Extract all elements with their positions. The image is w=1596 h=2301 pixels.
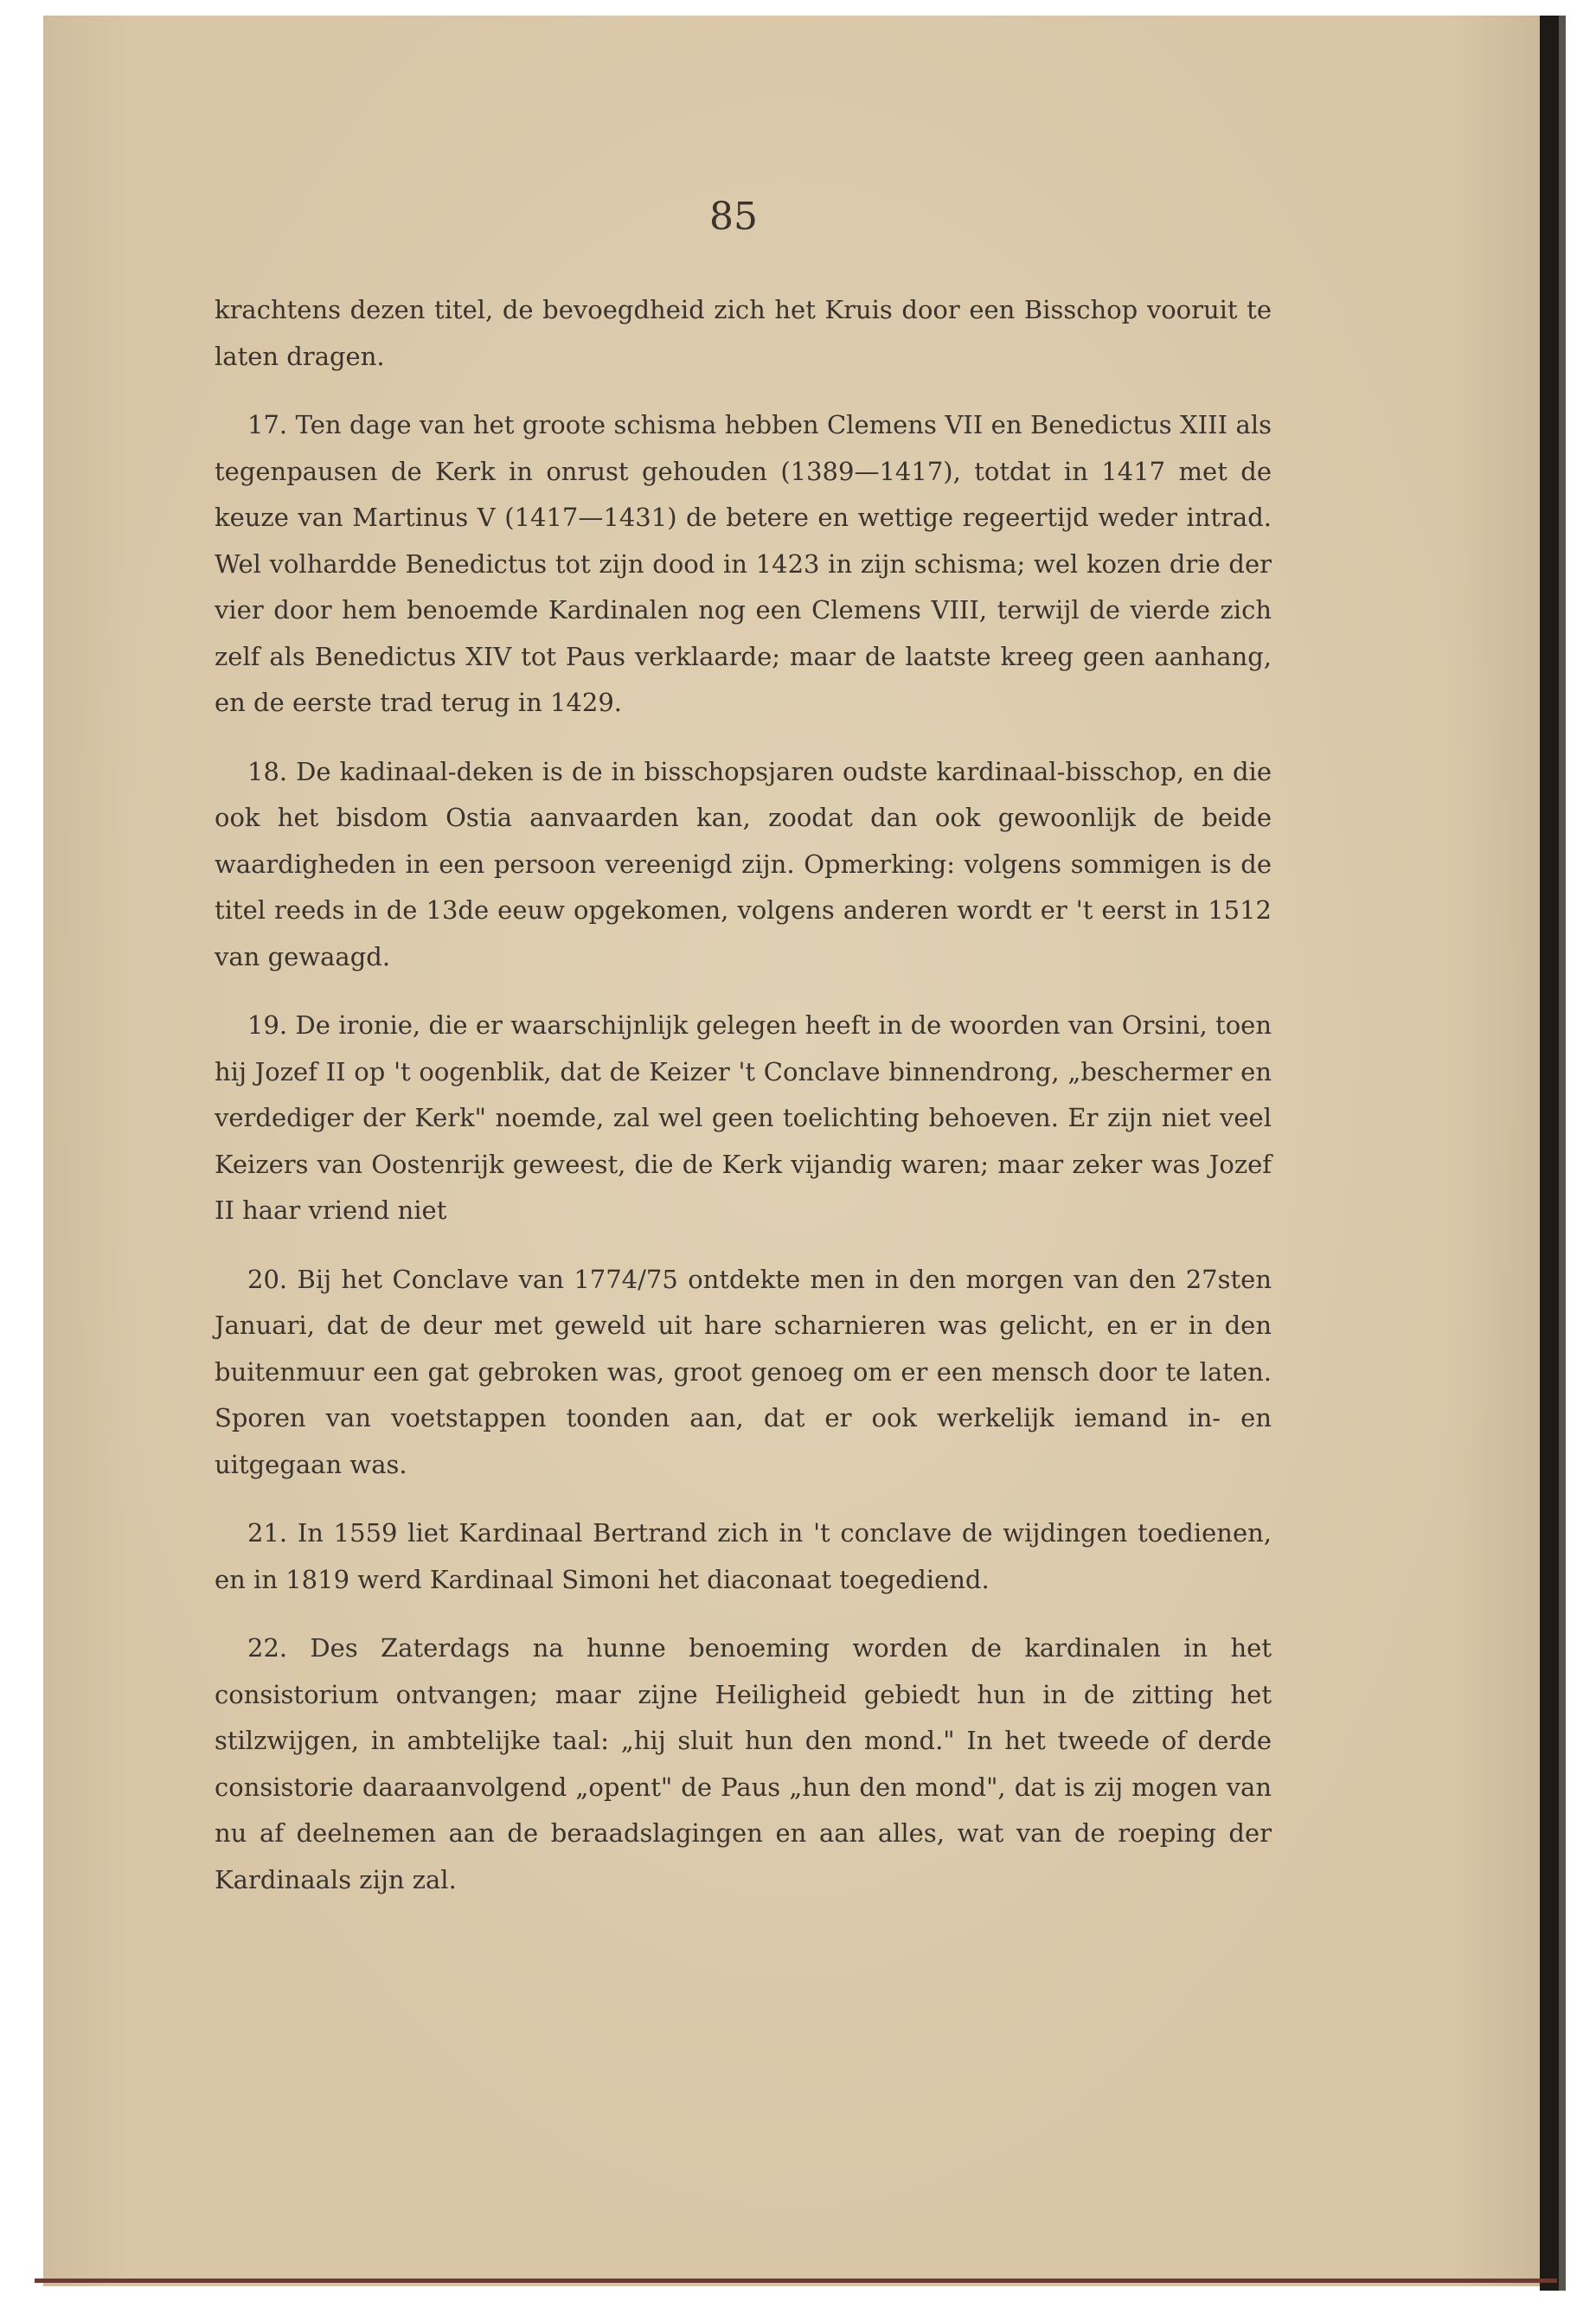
paragraph-note-19: 19. De ironie, die er waarschijnlijk gelegen heeft in de woorden van Orsini, toen hij Jozef II op 't oogenblik, dat de Keizer 't Conclave binnendrong, „beschermer en verdediger der Kerk" noemde, zal wel geen toelichting behoeven. Er zijn niet veel Keizers van Oostenrijk geweest, die de Kerk vijandig waren; maar zeker was Jozef II haar vriend niet xyxy=(215,1010,1272,1225)
page-text xyxy=(215,287,1272,1926)
paragraph-note-18: 18. De kadinaal-deken is de in bisschopsjaren oudste kardinaal-bisschop, en die ook het bisdom Ostia aanvaarden kan, zoodat dan ook gewoonlijk de beide waardigheden in een persoon vereenigd zijn. Opmerking: volgens sommigen is de titel reeds in de 13de eeuw opgekomen, volgens anderen wordt er 't eerst in 1512 van gewaagd. xyxy=(215,756,1272,971)
paragraph-note-20: 20. Bij het Conclave van 1774/75 ontdekte men in den morgen van den 27sten Januari, dat de deur met geweld uit hare scharnieren was gelicht, en er in den buitenmuur een gat gebroken was, groot genoeg om er een mensch door te laten. Sporen van voetstappen toonden aan, dat er ook werkelijk iemand in- en uitgegaan was. xyxy=(215,1264,1272,1479)
page-number: 85 xyxy=(709,195,758,239)
book-spine xyxy=(1540,16,1559,2291)
paragraph-continuation: krachtens dezen titel, de bevoegdheid zich het Kruis door een Bisschop vooruit te laten dragen. xyxy=(215,295,1272,371)
page-bottom-edge xyxy=(35,2279,1557,2283)
paragraph-note-17: 17. Ten dage van het groote schisma hebben Clemens VII en Benedictus XIII als tegenpausen de Kerk in onrust gehouden (1389—1417), totdat in 1417 met de keuze van Martinus V (1417—1431) de betere en wettige regeertijd weder intrad. Wel volhardde Benedictus tot zijn dood in 1423 in zijn schisma; wel kozen drie der vier door hem benoemde Kardinalen nog een Clemens VIII, terwijl de vierde zich zelf als Benedictus XIV tot Paus verklaarde; maar de laatste kreeg geen aanhang, en de eerste trad terug in 1429. xyxy=(215,410,1272,717)
paragraph-note-22: 22. Des Zaterdags na hunne benoeming worden de kardinalen in het consistorium ontvangen; maar zijne Heiligheid gebiedt hun in de zitting het stilzwijgen, in ambtelijke taal: „hij sluit hun den mond." In het tweede of derde consistorie daaraanvolgend „opent" de Paus „hun den mond", dat is zij mogen van nu af deelnemen aan de beraadslagingen en aan alles, wat van de roeping der Kardinaals zijn zal. xyxy=(215,1633,1272,1894)
book-spine-edge xyxy=(1559,16,1566,2291)
paragraph-note-21: 21. In 1559 liet Kardinaal Bertrand zich in 't conclave de wijdingen toedienen, en in 1819 werd Kardinaal Simoni het diaconaat toegediend. xyxy=(215,1518,1272,1594)
